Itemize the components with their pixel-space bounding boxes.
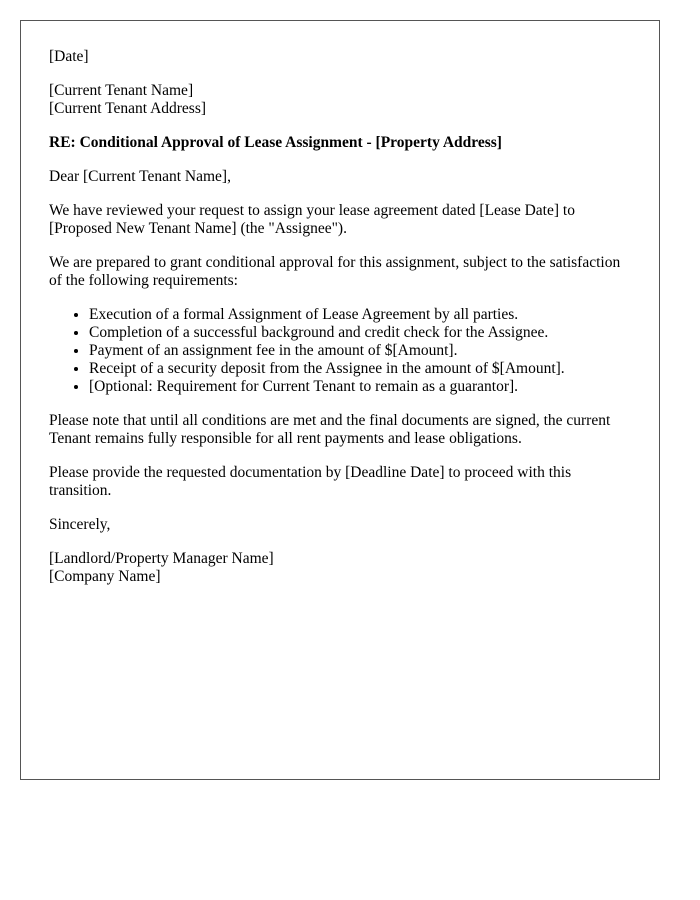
recipient-name: [Current Tenant Name] bbox=[49, 82, 194, 99]
requirement-item: • Receipt of a security deposit from the Assignee in the amount of $[Amount]. bbox=[89, 360, 631, 378]
letter-date: [Date] bbox=[49, 48, 89, 65]
salutation: Dear [Current Tenant Name], bbox=[49, 168, 231, 185]
requirement-item: • Completion of a successful background and credit check for the Assignee. bbox=[89, 324, 631, 342]
requirement-item: • Payment of an assignment fee in the amount of $[Amount]. bbox=[89, 342, 631, 360]
intro-paragraph: We have reviewed your request to assign your lease agreement dated [Lease Date] to [Proposed New Tenant Name] (the "Assignee"). bbox=[49, 202, 575, 237]
letter-page bbox=[20, 20, 660, 780]
company-name: [Company Name] bbox=[49, 568, 161, 585]
recipient-block bbox=[49, 82, 631, 118]
signature-block bbox=[49, 550, 631, 586]
documentation-request-paragraph: Please provide the requested documentation by [Deadline Date] to proceed with this transition. bbox=[49, 464, 572, 499]
requirement-item: • Execution of a formal Assignment of Lease Agreement by all parties. bbox=[89, 306, 631, 324]
obligations-note-paragraph: Please note that until all conditions are met and the final documents are signed, the current Tenant remains fully responsible for all rent payments and lease obligations. bbox=[49, 412, 611, 447]
conditions-lead-paragraph: We are prepared to grant conditional approval for this assignment, subject to the satisfaction of the following requirements: bbox=[49, 254, 621, 289]
requirements-list bbox=[49, 306, 631, 396]
requirement-item: • [Optional: Requirement for Current Tenant to remain as a guarantor]. bbox=[89, 378, 631, 396]
closing: Sincerely, bbox=[49, 516, 111, 533]
subject-line: RE: Conditional Approval of Lease Assignment - [Property Address] bbox=[49, 134, 502, 151]
signatory-name: [Landlord/Property Manager Name] bbox=[49, 550, 274, 567]
recipient-address: [Current Tenant Address] bbox=[49, 100, 207, 117]
